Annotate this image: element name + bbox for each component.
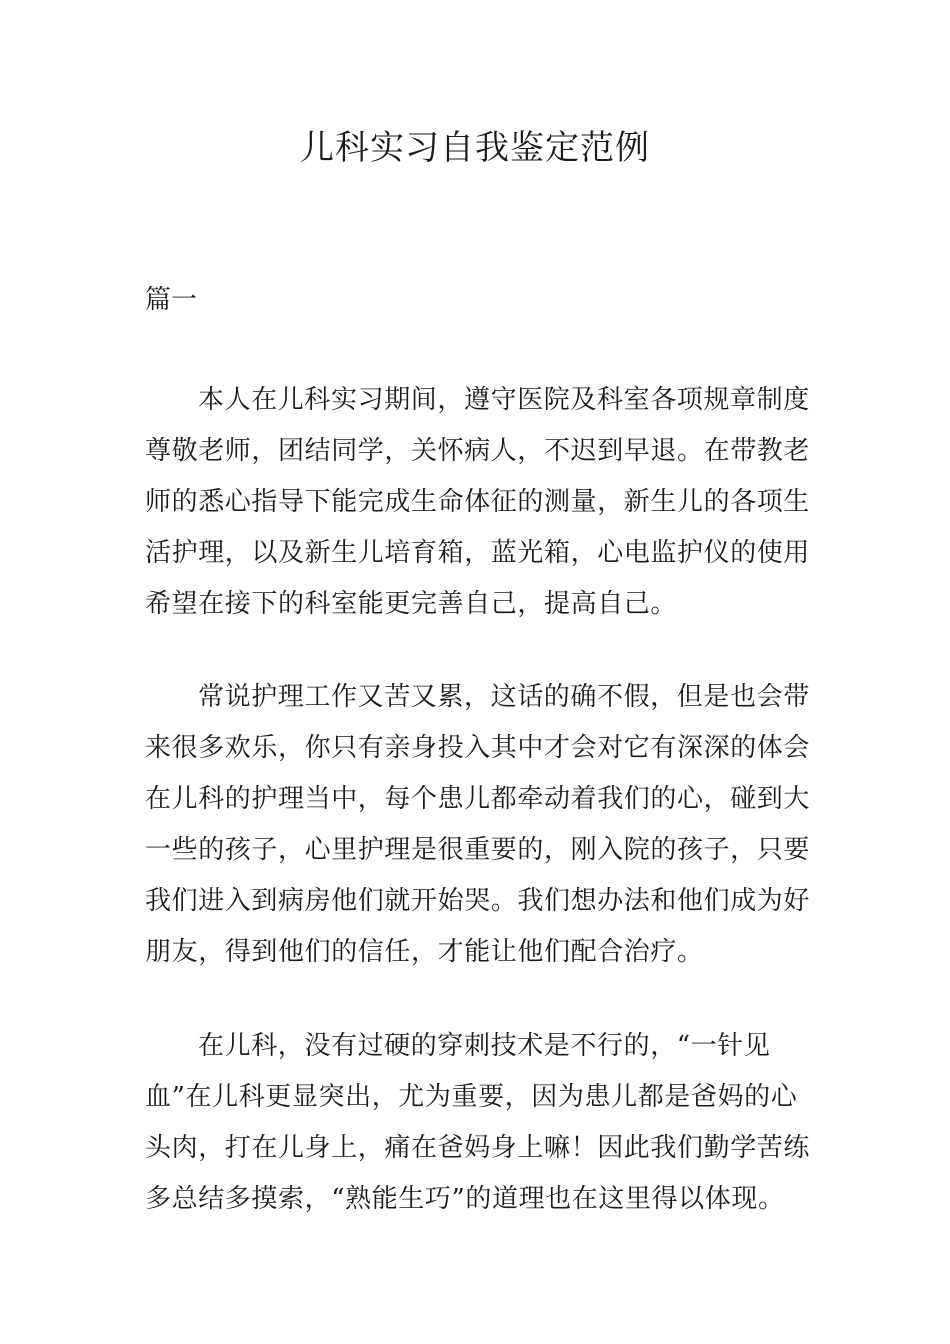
paragraph-line: 师的悉心指导下能完成生命体征的测量，新生儿的各项生	[145, 487, 811, 517]
paragraph-line: 尊敬老师，团结同学，关怀病人，不迟到早退。在带教老	[145, 436, 811, 466]
paragraph-3	[145, 1021, 809, 1225]
paragraph-line: 一些的孩子，心里护理是很重要的，刚入院的孩子，只要	[145, 835, 811, 865]
paragraph-line: 多总结多摸索，“熟能生巧”的道理也在这里得以体现。	[145, 1184, 785, 1214]
paragraph-line: 希望在接下的科室能更完善自己，提高自己。	[145, 589, 678, 619]
paragraph-line: 头肉，打在儿身上，痛在爸妈身上嘛！因此我们勤学苦练	[145, 1133, 811, 1163]
paragraph-line: 我们进入到病房他们就开始哭。我们想办法和他们成为好	[145, 886, 811, 916]
paragraph-line: 血”在儿科更显突出，尤为重要，因为患儿都是爸妈的心	[145, 1082, 798, 1112]
paragraph-line: 本人在儿科实习期间，遵守医院及科室各项规章制度	[198, 385, 810, 415]
paragraph-line: 在儿科，没有过硬的穿刺技术是不行的，“一针见	[198, 1031, 771, 1061]
paragraph-line: 朋友，得到他们的信任，才能让他们配合治疗。	[145, 937, 704, 967]
paragraph-line: 常说护理工作又苦又累，这话的确不假，但是也会带	[198, 682, 810, 712]
paragraph-line: 在儿科的护理当中，每个患儿都牵动着我们的心，碰到大	[145, 784, 811, 814]
paragraph-line: 来很多欢乐，你只有亲身投入其中才会对它有深深的体会	[145, 733, 811, 763]
paragraph-1	[145, 375, 809, 630]
section-label: 篇一	[145, 285, 198, 315]
paragraph-2	[145, 672, 809, 978]
paragraph-line: 活护理，以及新生儿培育箱，蓝光箱，心电监护仪的使用	[145, 538, 811, 568]
document-title: 儿科实习自我鉴定范例	[300, 128, 650, 168]
